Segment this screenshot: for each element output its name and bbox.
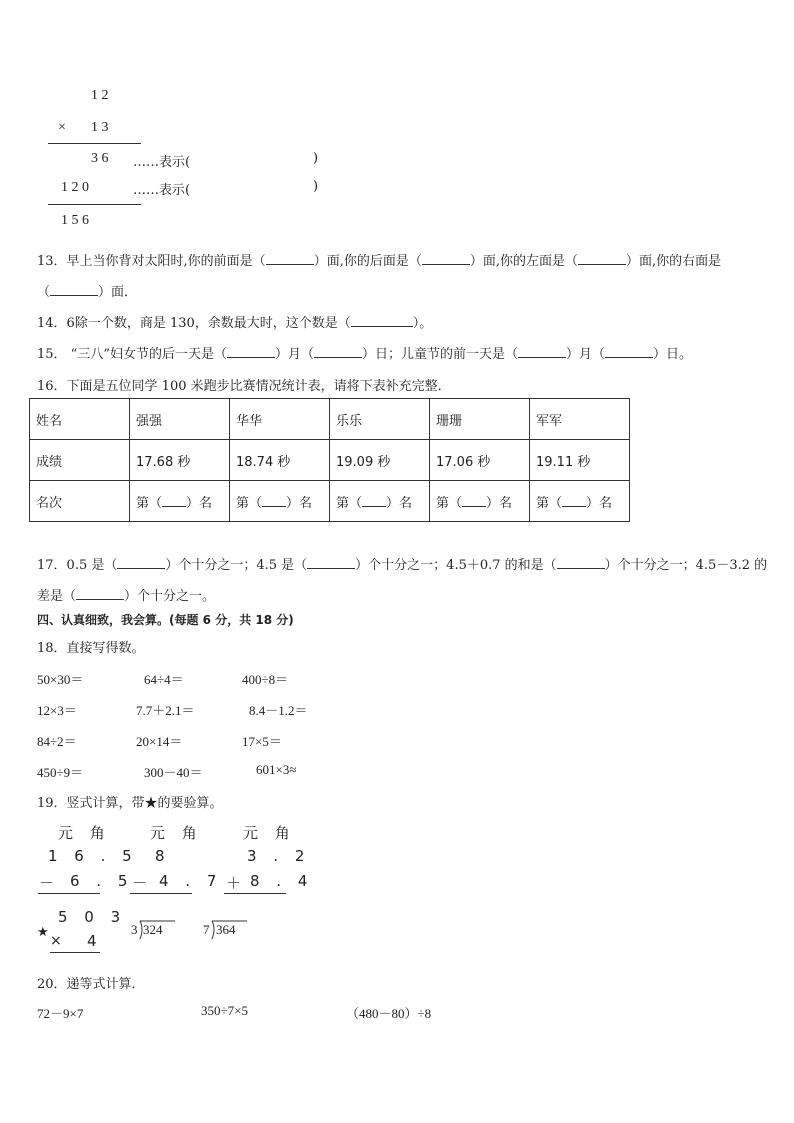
q20-item: 350÷7×5 — [201, 1003, 248, 1018]
header-cell: 强强 — [130, 399, 230, 440]
score-cell: 19.09 秒 — [330, 440, 430, 481]
q14-text: 14．6除一个数，商是 130，余数最大时，这个数是（ — [37, 316, 351, 331]
q13-text: ）面,你的右面是 — [625, 254, 722, 269]
row4-close: ) — [313, 179, 319, 194]
divider-line — [48, 204, 141, 205]
q13-text: ）面,你的后面是（ — [313, 254, 422, 269]
header-cell: 乐乐 — [330, 399, 430, 440]
question-16-title: 16．下面是五位同学 100 米跑步比赛情况统计表，请将下表补充完整． — [37, 379, 451, 394]
unit-header: 元 角 — [150, 824, 203, 842]
question-19-title: 19．竖式计算，带★的要验算。 — [37, 796, 223, 811]
question-13-line-2 — [37, 281, 137, 300]
star-icon: ★ — [37, 925, 49, 940]
answer-line — [50, 952, 100, 953]
score-cell: 17.68 秒 — [130, 440, 230, 481]
q17-text: ）个十分之一；4.5－3.2 的 — [604, 558, 768, 573]
rank-cell[interactable] — [530, 481, 630, 522]
answer-blank[interactable] — [605, 347, 653, 358]
q13-text: 13．早上当你背对太阳时,你的前面是（ — [37, 254, 266, 269]
calc-item: 7.7＋2.1＝ — [136, 703, 195, 718]
problem-3-bottom: 8 . 4 — [250, 872, 314, 890]
question-15 — [37, 343, 692, 362]
q13-text: ）面． — [98, 285, 138, 300]
calc-item: 84÷2＝ — [37, 734, 77, 749]
calc-item: 300－40＝ — [144, 765, 203, 780]
answer-blank[interactable] — [518, 347, 566, 358]
problem-4-bottom: 4 — [87, 932, 103, 950]
problem-2-top: 8 — [155, 847, 171, 865]
q17-text: 17．0.5 是（ — [37, 558, 118, 573]
rank-suffix: ）名 — [586, 495, 613, 511]
problem-1-bottom: 6 . 5 — [70, 872, 134, 890]
mult-row-1: 1 2 — [91, 88, 109, 103]
question-17-line-1 — [37, 554, 767, 573]
row-label: 成绩 — [30, 440, 130, 481]
q15-text: 15． “三八”妇女节的后一天是（ — [37, 347, 227, 362]
answer-blank[interactable] — [578, 254, 626, 265]
q17-text: 差是（ — [37, 589, 77, 604]
multiply-sign: × — [58, 120, 66, 135]
table-row — [30, 399, 630, 440]
header-cell: 华华 — [230, 399, 330, 440]
calc-item: 12×3＝ — [37, 703, 77, 718]
problem-2-op: － — [132, 874, 154, 892]
row3-close: ) — [313, 151, 319, 166]
problem-4-op: × — [50, 933, 68, 949]
unit-header: 元 角 — [243, 824, 296, 842]
answer-blank[interactable] — [307, 558, 355, 569]
question-20-title: 20．递等式计算． — [37, 977, 145, 992]
problem-6-divisor: 7 — [203, 922, 210, 937]
q17-text: ）个十分之一。 — [124, 589, 216, 604]
q15-text: ）日；儿童节的前一天是（ — [361, 347, 518, 362]
calc-item: 20×14＝ — [136, 734, 183, 749]
problem-3-op: ＋ — [226, 874, 248, 892]
score-cell: 18.74 秒 — [230, 440, 330, 481]
header-cell: 姓名 — [30, 399, 130, 440]
calc-item: 400÷8＝ — [242, 672, 289, 687]
score-cell: 17.06 秒 — [430, 440, 530, 481]
table-row — [30, 481, 630, 522]
divider-line — [48, 143, 141, 144]
mult-row-3: 3 6 — [91, 151, 109, 166]
answer-blank[interactable] — [262, 496, 286, 507]
q13-text: （ — [37, 285, 51, 300]
q17-text: ）个十分之一；4.5 是（ — [165, 558, 308, 573]
rank-suffix: ）名 — [186, 495, 213, 511]
calc-item: 601×3≈ — [256, 762, 297, 777]
rank-cell[interactable] — [330, 481, 430, 522]
table-row — [30, 440, 630, 481]
answer-blank[interactable] — [422, 254, 470, 265]
answer-blank[interactable] — [362, 496, 386, 507]
problem-2-bottom: 4 . 7 — [159, 872, 223, 890]
answer-blank[interactable] — [227, 347, 275, 358]
answer-line — [38, 893, 100, 894]
q20-item: 72－9×7 — [37, 1006, 84, 1021]
row-label: 名次 — [30, 481, 130, 522]
header-cell: 珊珊 — [430, 399, 530, 440]
q15-text: ）月（ — [566, 347, 606, 362]
mult-row-5: 1 5 6 — [61, 213, 89, 228]
answer-blank[interactable] — [462, 496, 486, 507]
row3-note: ……表示( — [133, 155, 191, 170]
rank-prefix: 第（ — [236, 495, 263, 511]
problem-5-dividend: 324 — [143, 922, 163, 937]
problem-4-top: 5 0 3 — [58, 908, 127, 926]
q14-text: ）。 — [412, 316, 433, 331]
calc-item: 17×5＝ — [242, 734, 282, 749]
answer-blank[interactable] — [314, 347, 362, 358]
answer-blank[interactable] — [50, 285, 98, 296]
question-14 — [37, 312, 432, 331]
calc-item: 50×30＝ — [37, 672, 84, 687]
q13-text: ）面,你的左面是（ — [469, 254, 578, 269]
answer-blank[interactable] — [266, 254, 314, 265]
answer-blank[interactable] — [557, 558, 605, 569]
section-4-heading: 四、认真细致，我会算。(每题 6 分，共 18 分) — [37, 613, 294, 627]
rank-prefix: 第（ — [536, 495, 563, 511]
rank-prefix: 第（ — [436, 495, 463, 511]
q17-text: ）个十分之一；4.5＋0.7 的和是（ — [355, 558, 557, 573]
unit-header: 元 角 — [58, 824, 111, 842]
rank-prefix: 第（ — [136, 495, 163, 511]
q15-text: ）月（ — [274, 347, 314, 362]
problem-1-top: 1 6 . 5 — [48, 847, 138, 865]
rank-cell[interactable] — [130, 481, 230, 522]
answer-blank[interactable] — [351, 316, 413, 327]
question-13-line-1 — [37, 250, 721, 269]
answer-blank[interactable] — [162, 496, 186, 507]
rank-suffix: ）名 — [486, 495, 513, 511]
problem-3-top: 3 . 2 — [247, 847, 311, 865]
answer-line — [130, 893, 192, 894]
mult-row-2: 1 3 — [91, 120, 109, 135]
rank-prefix: 第（ — [336, 495, 363, 511]
q20-item: （480－80）÷8 — [346, 1006, 432, 1021]
problem-1-op: － — [39, 874, 61, 892]
problem-5-divisor: 3 — [131, 922, 138, 937]
answer-line — [224, 893, 286, 894]
problem-6-dividend: 364 — [216, 922, 236, 937]
answer-blank[interactable] — [562, 496, 586, 507]
answer-blank[interactable] — [117, 558, 165, 569]
answer-blank[interactable] — [76, 589, 124, 600]
calc-item: 64÷4＝ — [144, 672, 184, 687]
q15-text: ）日。 — [653, 347, 693, 362]
mult-row-4: 1 2 0 — [61, 180, 89, 195]
calc-item: 450÷9＝ — [37, 765, 84, 780]
row4-note: ……表示( — [133, 183, 191, 198]
rank-suffix: ）名 — [286, 495, 313, 511]
question-18-title: 18．直接写得数。 — [37, 641, 145, 656]
header-cell: 军军 — [530, 399, 630, 440]
rank-cell[interactable] — [430, 481, 530, 522]
score-cell: 19.11 秒 — [530, 440, 630, 481]
rank-cell[interactable] — [230, 481, 330, 522]
race-results-table — [29, 398, 630, 522]
calc-item: 8.4－1.2＝ — [249, 703, 308, 718]
rank-suffix: ）名 — [386, 495, 413, 511]
question-17-line-2 — [37, 585, 215, 604]
